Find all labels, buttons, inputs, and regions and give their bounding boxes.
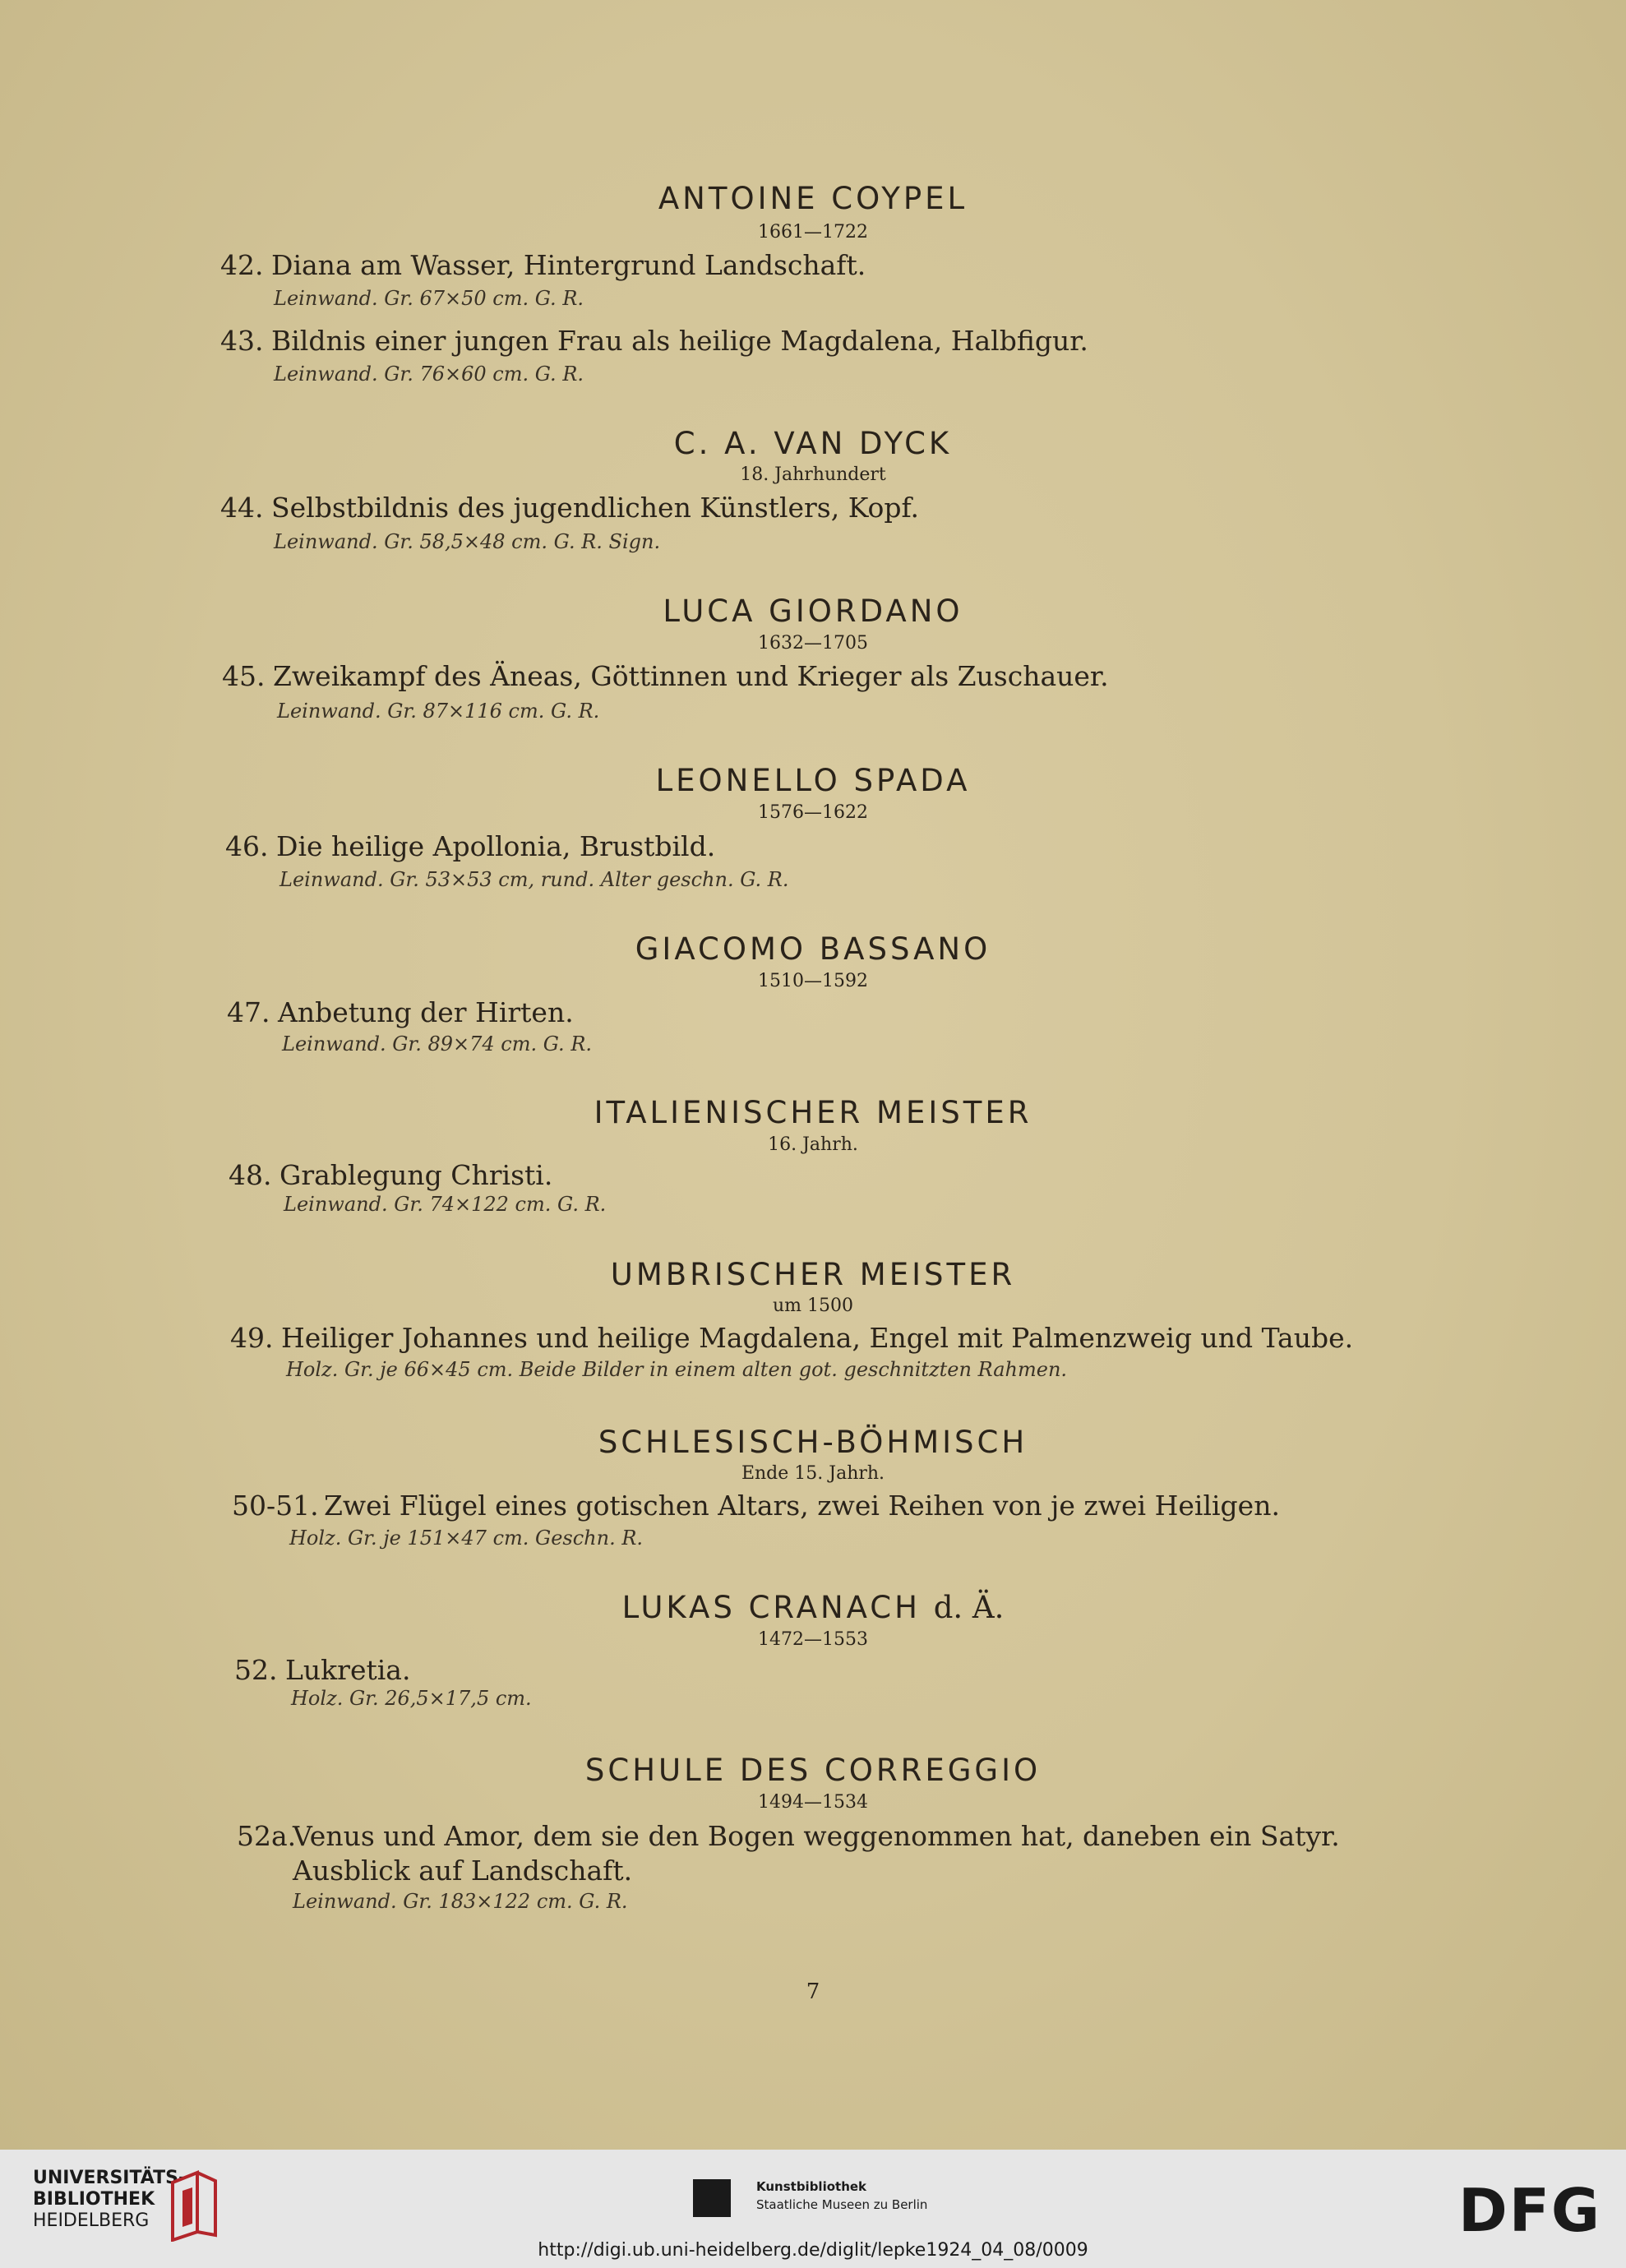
item-number: 48. <box>229 1159 272 1191</box>
artist-dates: 1472—1553 <box>758 1629 868 1650</box>
kb-line-1: Kunstbibliothek <box>756 2179 867 2194</box>
item-title: Zwei Flügel eines gotischen Altars, zwei Reihen von je zwei Heiligen. <box>324 1490 1280 1522</box>
item-number: 43. <box>220 325 264 357</box>
artist-dates: 18. Jahrhundert <box>740 464 886 485</box>
artist-heading: C. A. VAN DYCK <box>673 426 953 461</box>
item-number: 47. <box>227 996 270 1028</box>
university-line-3: HEIDELBERG <box>33 2210 150 2231</box>
university-line-1: UNIVERSITÄTS- <box>33 2168 187 2188</box>
item-title: Venus und Amor, dem sie den Bogen weggenommen hat, daneben ein Satyr. <box>293 1820 1340 1852</box>
artist-heading <box>0 1590 1626 1625</box>
catalog-item <box>220 492 919 524</box>
item-title-continued: Ausblick auf Landschaft. <box>293 1855 633 1887</box>
catalog-item <box>222 660 1109 692</box>
kb-line-2: Staatliche Museen zu Berlin <box>756 2197 928 2212</box>
catalog-item <box>220 249 866 281</box>
item-title: Zweikampf des Äneas, Göttinnen und Krieger als Zuschauer. <box>273 660 1109 692</box>
artist-heading: SCHLESISCH-BÖHMISCH <box>598 1425 1028 1460</box>
catalog-item <box>227 996 574 1028</box>
item-detail: Leinwand. Gr. 74×122 cm. G. R. <box>284 1193 607 1216</box>
item-number: 44. <box>220 492 264 524</box>
catalog-item <box>237 1820 1340 1852</box>
item-detail: Holz. Gr. je 151×47 cm. Geschn. R. <box>289 1527 644 1550</box>
item-detail: Holz. Gr. 26,5×17,5 cm. <box>291 1687 532 1710</box>
artist-dates: 1632—1705 <box>758 633 868 654</box>
item-title: Bildnis einer jungen Frau als heilige Magdalena, Halbfigur. <box>271 325 1088 357</box>
item-number: 50-51. <box>232 1490 319 1522</box>
item-detail: Holz. Gr. je 66×45 cm. Beide Bilder in einem alten got. geschnitzten Rahmen. <box>286 1358 1068 1381</box>
artist-heading: SCHULE DES CORREGGIO <box>584 1753 1042 1788</box>
item-detail: Leinwand. Gr. 183×122 cm. G. R. <box>293 1890 628 1913</box>
artist-dates: 1494—1534 <box>758 1792 868 1813</box>
artist-name: LUKAS CRANACH <box>621 1590 921 1625</box>
item-detail: Leinwand. Gr. 58,5×48 cm. G. R. Sign. <box>274 530 661 553</box>
item-number: 45. <box>222 660 266 692</box>
item-number: 49. <box>230 1322 274 1354</box>
artist-dates: 1576—1622 <box>758 802 868 823</box>
catalog-item <box>229 1159 552 1191</box>
catalog-item <box>234 1654 410 1686</box>
item-title: Anbetung der Hirten. <box>278 996 574 1028</box>
item-title: Die heilige Apollonia, Brustbild. <box>276 830 716 862</box>
artist-dates: 1661—1722 <box>758 222 868 243</box>
catalog-item <box>232 1490 1280 1522</box>
item-title: Lukretia. <box>285 1654 411 1686</box>
dfg-logo: DFG <box>1457 2176 1601 2245</box>
kunstbibliothek-name <box>756 2178 927 2214</box>
artist-suffix: d. Ä. <box>933 1590 1005 1625</box>
university-logo-icon <box>164 2166 224 2242</box>
artist-heading: ITALIENISCHER MEISTER <box>594 1095 1032 1130</box>
item-title: Diana am Wasser, Hintergrund Landschaft. <box>271 249 866 281</box>
artist-heading: UMBRISCHER MEISTER <box>610 1257 1016 1292</box>
university-library-name <box>33 2168 186 2232</box>
artist-dates: 16. Jahrh. <box>768 1134 858 1155</box>
kunstbibliothek-logo-icon <box>693 2179 731 2217</box>
catalog-item <box>220 325 1088 357</box>
item-number: 42. <box>220 249 264 281</box>
footer-bar <box>0 2150 1626 2268</box>
item-number: 52. <box>234 1654 278 1686</box>
item-title: Grablegung Christi. <box>279 1159 553 1191</box>
university-line-2: BIBLIOTHEK <box>33 2189 155 2210</box>
artist-dates: 1510—1592 <box>758 971 868 991</box>
item-number: 52a. <box>237 1820 297 1852</box>
artist-heading: GIACOMO BASSANO <box>635 931 991 967</box>
catalog-item <box>230 1322 1353 1354</box>
artist-dates: Ende 15. Jahrh. <box>741 1463 885 1484</box>
artist-heading: ANTOINE COYPEL <box>658 181 968 216</box>
page-number: 7 <box>806 1979 820 2004</box>
source-url-link[interactable]: http://digi.ub.uni-heidelberg.de/diglit/lepke1924_04_08/0009 <box>538 2240 1088 2261</box>
item-detail: Leinwand. Gr. 76×60 cm. G. R. <box>274 363 584 386</box>
item-detail: Leinwand. Gr. 89×74 cm. G. R. <box>282 1032 593 1055</box>
item-detail: Leinwand. Gr. 53×53 cm, rund. Alter geschn. G. R. <box>279 868 789 891</box>
catalog-item <box>225 830 715 862</box>
item-detail: Leinwand. Gr. 67×50 cm. G. R. <box>274 287 584 310</box>
artist-heading: LEONELLO SPADA <box>655 763 971 798</box>
item-title: Selbstbildnis des jugendlichen Künstlers, Kopf. <box>271 492 920 524</box>
item-detail: Leinwand. Gr. 87×116 cm. G. R. <box>277 700 600 723</box>
item-title: Heiliger Johannes und heilige Magdalena, Engel mit Palmenzweig und Taube. <box>281 1322 1354 1354</box>
artist-dates: um 1500 <box>772 1296 853 1316</box>
item-number: 46. <box>225 830 269 862</box>
artist-heading: LUCA GIORDANO <box>663 594 963 629</box>
